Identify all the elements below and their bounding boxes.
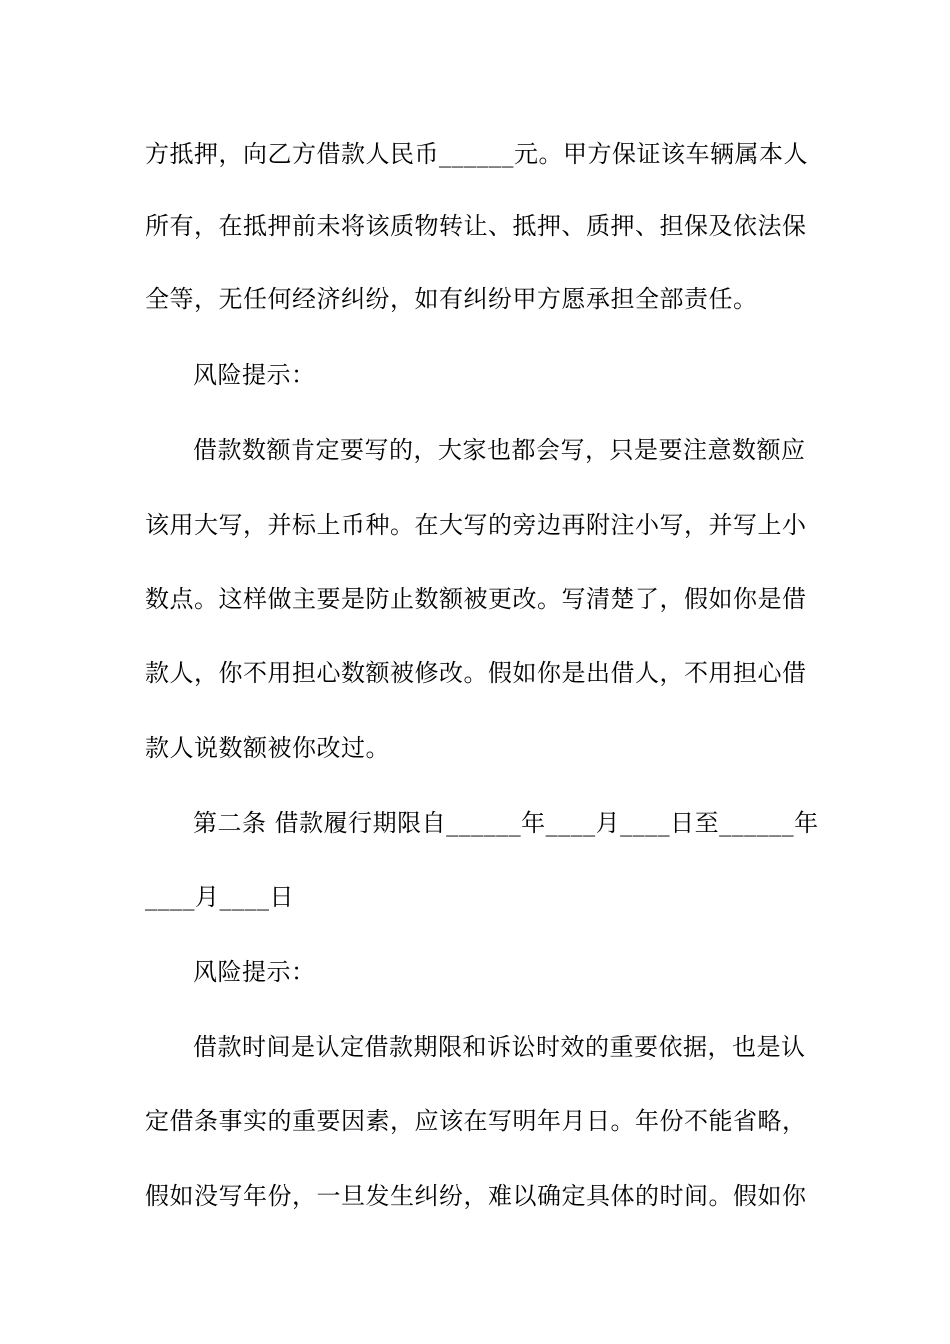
paragraph-line: 借款时间是认定借款期限和诉讼时效的重要依据，也是认 — [193, 1033, 806, 1061]
paragraph-line: 所有，在抵押前未将该质物转让、抵押、质押、担保及依法保 — [145, 212, 807, 240]
paragraph-line: 该用大写，并标上币种。在大写的旁边再附注小写，并写上小 — [145, 511, 807, 539]
paragraph-line: 方抵押，向乙方借款人民币______元。甲方保证该车辆属本人 — [145, 140, 808, 168]
paragraph-line: 借款数额肯定要写的，大家也都会写，只是要注意数额应 — [193, 436, 806, 464]
paragraph-line: 假如没写年份，一旦发生纠纷，难以确定具体的时间。假如你 — [145, 1182, 807, 1210]
paragraph-line: 款人，你不用担心数额被修改。假如你是出借人，不用担心借 — [145, 659, 807, 687]
article-two-line: ____月____日 — [145, 883, 294, 911]
paragraph-line: 定借条事实的重要因素，应该在写明年月日。年份不能省略， — [145, 1107, 807, 1135]
paragraph-line: 全等，无任何经济纠纷，如有纠纷甲方愿承担全部责任。 — [145, 285, 758, 313]
article-two-line: 第二条 借款履行期限自______年____月____日至______年 — [193, 809, 819, 837]
paragraph-line: 数点。这样做主要是防止数额被更改。写清楚了，假如你是借 — [145, 585, 807, 613]
section-heading-risk-tip: 风险提示： — [193, 361, 316, 389]
paragraph-line: 款人说数额被你改过。 — [145, 734, 390, 762]
section-heading-risk-tip: 风险提示： — [193, 958, 316, 986]
